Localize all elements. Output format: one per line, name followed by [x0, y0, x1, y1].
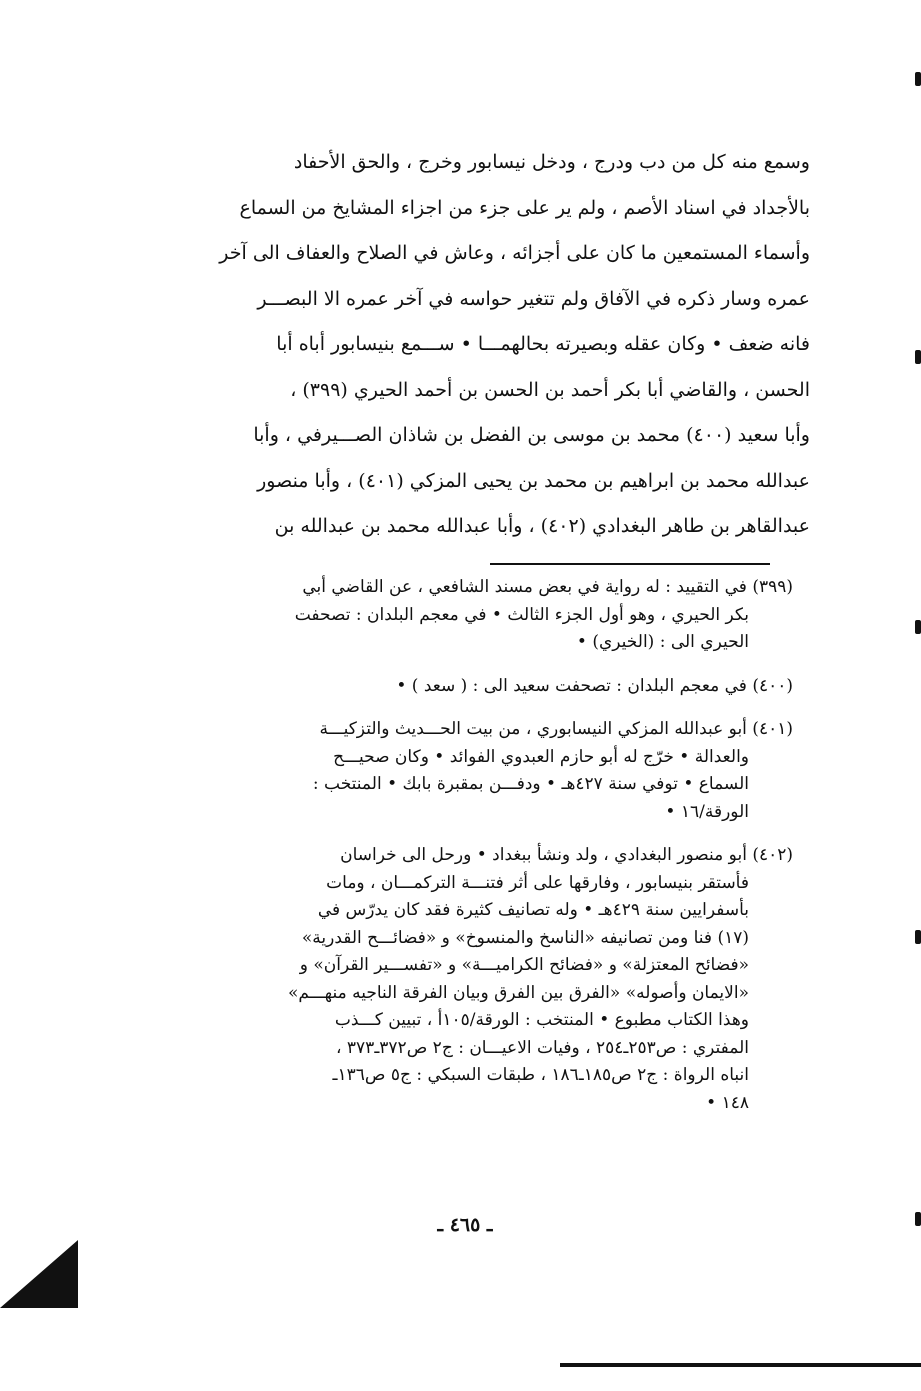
footnote-line: المفتري : ص٢٥٣ـ٢٥٤ ، وفيات الاعيـــان : ج٢ ص٣٧٢ـ٣٧٣ ،: [336, 1037, 749, 1058]
footnote-line: بكر الحيري ، وهو أول الجزء الثالث • في معجم البلدان : تصحفت: [294, 604, 749, 625]
footnote-line: (٤٠٠) في معجم البلدان : تصحفت سعيد الى : ( سعد ) •: [396, 675, 793, 696]
main-text-line: الحسن ، والقاضي أبا بكر أحمد بن الحسن بن أحمد الحيري (٣٩٩) ،: [290, 378, 810, 401]
footnote-399: [128, 574, 793, 657]
main-text-line: وأسماء المستمعين ما كان على أجزائه ، وعاش في الصلاح والعفاف الى آخر: [219, 242, 810, 264]
main-text-line: عبدالله محمد بن ابراهيم بن محمد بن يحيى المزكي (٤٠١) ، وأبا منصور: [257, 469, 810, 492]
footnote-line: الحيري الى : (الخيري) •: [576, 632, 749, 652]
footnote-402: [128, 842, 793, 1117]
footnote-line: انباه الرواة : ج٢ ص١٨٥ـ١٨٦ ، طبقات السبكي : ج٥ ص١٣٦ـ: [332, 1065, 749, 1085]
main-text-line: عمره وسار ذكره في الآفاق ولم تتغير حواسه في آخر عمره الا البصـــر: [257, 287, 810, 310]
main-text-block: [130, 140, 810, 550]
footnote-separator-rule: [490, 563, 770, 565]
footnote-line: (٤٠١) أبو عبدالله المزكي النيسابوري ، من بيت الحـــديث والتزكيـــة: [319, 719, 793, 739]
footnote-401: [128, 716, 793, 826]
main-text-line: وسمع منه كل من دب ودرج ، ودخل نيسابور وخرج ، والحق الأحفاد: [293, 151, 810, 173]
footnote-line: «الايمان وأصوله» «الفرق بين الفرق وبيان الفرقة الناجيه منهـــم»: [287, 982, 749, 1003]
footnote-line: ١٤٨ •: [706, 1092, 749, 1113]
scan-edge-mark: [915, 350, 921, 364]
main-text-line: عبدالقاهر بن طاهر البغدادي (٤٠٢) ، وأبا عبدالله محمد بن عبدالله بن: [274, 515, 810, 537]
scan-edge-mark: [915, 1212, 921, 1226]
footnote-line: الورقة/١٦ •: [665, 801, 749, 822]
scan-edge-mark: [915, 930, 921, 944]
page-number: ـ ٤٦٥ ـ: [437, 1214, 493, 1236]
footnote-line: (١٧) فنا ومن تصانيفه «الناسخ والمنسوخ» و «فضائـــح القدرية»: [301, 927, 749, 948]
main-text-line: وأبا سعيد (٤٠٠) محمد بن موسى بن الفضل بن شاذان الصـــيرفي ، وأبا: [253, 424, 810, 446]
footnote-line: فأستقر بنيسابور ، وفارقها على أثر فتنـــة التركمـــان ، ومات: [326, 872, 749, 893]
scan-edge-mark: [915, 620, 921, 634]
footnote-line: بأسفرايين سنة ٤٢٩هـ • وله تصانيف كثيرة فقد كان يدرّس في: [317, 900, 749, 920]
footnote-line: السماع • توفي سنة ٤٢٧هـ • ودفـــن بمقبرة بابك • المنتخب :: [312, 774, 749, 794]
scan-edge-mark: [915, 72, 921, 86]
footnote-line: والعدالة • خرّج له أبو حازم العبدوي الفوائد • وكان صحيـــح: [333, 746, 749, 767]
scan-bottom-edge: [560, 1363, 921, 1367]
footnote-line: (٤٠٢) أبو منصور البغدادي ، ولد ونشأ ببغداد • ورحل الى خراسان: [340, 845, 793, 865]
footnote-line: «فضائح المعتزلة» و «فضائح الكراميـــة» و «تفســـير القرآن» و: [299, 955, 749, 975]
footnote-line: (٣٩٩) في التقييد : له رواية في بعض مسند الشافعي ، عن القاضي أبي: [302, 577, 793, 597]
main-text-line: فانه ضعف • وكان عقله وبصيرته بحالهمـــا • ســـمع بنيسابور أباه أبا: [276, 333, 810, 355]
scan-corner-shadow: [0, 1240, 78, 1308]
footnote-400: [128, 673, 793, 701]
main-text-line: بالأجداد في اسناد الأصم ، ولم ير على جزء من اجزاء المشايخ من السماع: [239, 196, 810, 219]
footnotes-block: [128, 574, 793, 1133]
footnote-line: وهذا الكتاب مطبوع • المنتخب : الورقة/١٠٥أ ، تبيين كـــذب: [334, 1010, 749, 1030]
